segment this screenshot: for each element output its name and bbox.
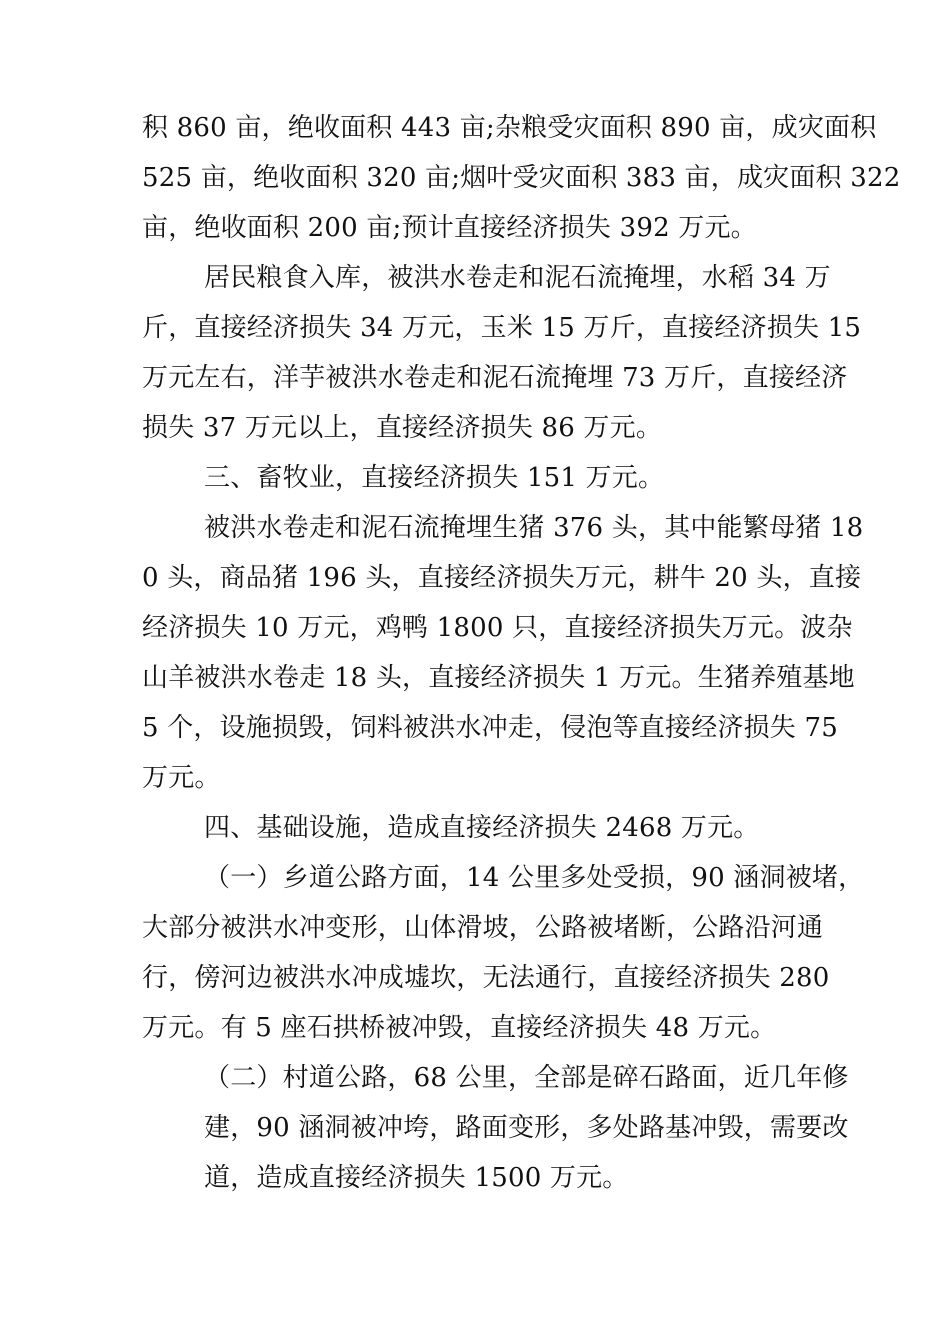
text-line: （二）村道公路，68 公里，全部是碎石路面，近几年修 bbox=[204, 1063, 849, 1093]
text-line: 大部分被洪水冲变形，山体滑坡，公路被堵断，公路沿河通 bbox=[142, 913, 824, 943]
text-line: （一）乡道公路方面，14 公里多处受损，90 涵洞被堵， bbox=[204, 863, 865, 893]
text-line: 积 860 亩，绝收面积 443 亩;杂粮受灾面积 890 亩，成灾面积 bbox=[142, 113, 877, 143]
text-line: 建，90 涵洞被冲垮，路面变形，多处路基冲毁，需要改 bbox=[204, 1113, 849, 1143]
text-line: 居民粮食入库，被洪水卷走和泥石流掩埋，水稻 34 万 bbox=[204, 263, 831, 293]
text-line: 行，傍河边被洪水冲成墟坎，无法通行，直接经济损失 280 bbox=[142, 963, 830, 993]
section-heading: 四、基础设施，造成直接经济损失 2468 万元。 bbox=[204, 813, 760, 843]
text-line: 被洪水卷走和泥石流掩埋生猪 376 头，其中能繁母猪 18 bbox=[204, 513, 864, 543]
text-line: 斤，直接经济损失 34 万元，玉米 15 万斤，直接经济损失 15 bbox=[142, 313, 862, 343]
text-line: 万元。有 5 座石拱桥被冲毁，直接经济损失 48 万元。 bbox=[142, 1013, 777, 1043]
text-line: 道，造成直接经济损失 1500 万元。 bbox=[204, 1163, 629, 1193]
section-heading: 三、畜牧业，直接经济损失 151 万元。 bbox=[204, 463, 665, 493]
text-line: 5 个，设施损毁，饲料被洪水冲走，侵泡等直接经济损失 75 bbox=[142, 713, 838, 743]
text-line: 525 亩，绝收面积 320 亩;烟叶受灾面积 383 亩，成灾面积 322 bbox=[142, 163, 901, 193]
text-line: 经济损失 10 万元，鸡鸭 1800 只，直接经济损失万元。波杂 bbox=[142, 613, 853, 643]
text-line: 损失 37 万元以上，直接经济损失 86 万元。 bbox=[142, 413, 663, 443]
text-line: 万元左右，洋芋被洪水卷走和泥石流掩埋 73 万斤，直接经济 bbox=[142, 363, 848, 393]
text-line: 万元。 bbox=[142, 763, 221, 793]
text-line: 0 头，商品猪 196 头，直接经济损失万元，耕牛 20 头，直接 bbox=[142, 563, 862, 593]
text-line: 山羊被洪水卷走 18 头，直接经济损失 1 万元。生猪养殖基地 bbox=[142, 663, 855, 693]
text-line: 亩，绝收面积 200 亩;预计直接经济损失 392 万元。 bbox=[142, 213, 757, 243]
